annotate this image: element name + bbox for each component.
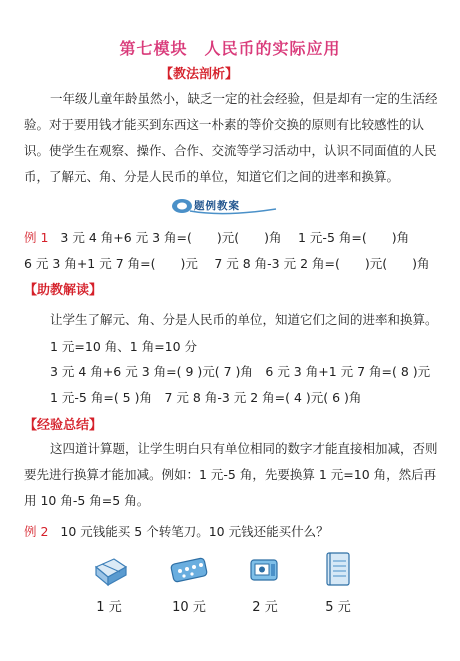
pencil-case-icon <box>170 557 210 589</box>
notebook-icon <box>323 551 353 591</box>
section-heading-experience-summary: 【经验总结】 <box>24 418 103 433</box>
pencil-sharpener-price: 2 元 <box>252 600 278 615</box>
example-1-text-1: 3 元 4 角+6 元 3 角=( )元( )角 1 元-5 角=( )角 <box>60 230 410 245</box>
example-1-line-1 <box>24 228 409 246</box>
eraser-price: 1 元 <box>96 600 122 615</box>
page-title: 第七模块 人民币的实际应用 <box>119 39 341 58</box>
section-heading-assistant-reading: 【助教解读】 <box>24 283 103 298</box>
example-banner <box>164 197 282 215</box>
teaching-analysis-paragraph: 一年级儿童年龄虽然小，缺乏一定的社会经验，但是却有一定的生活经验。对于要用钱才能买到东西这一朴素的等价交换的原则有比较感性的认识。使学生在观察、操作、合作、交流等学习活动中，认识不同面值的人民币，了解元、角、分是人民币的单位，知道它们之间的进率和换算。 <box>24 91 438 184</box>
answer-line-2: 1 元-5 角=( 5 )角 7 元 8 角-3 元 2 角=( 4 )元( 6 )角 <box>50 390 362 405</box>
notebook-price: 5 元 <box>325 600 351 615</box>
example-1-line-2: 6 元 3 角+1 元 7 角=( )元 7 元 8 角-3 元 2 角=( )元( )角 <box>24 256 430 271</box>
section-heading-teaching-analysis: 【教法剖析】 <box>160 67 239 82</box>
banner-label: 题例教案 <box>194 200 240 212</box>
assistant-intro: 让学生了解元、角、分是人民币的单位，知道它们之间的进率和换算。 <box>50 312 438 327</box>
pencil-sharpener-icon <box>248 555 282 589</box>
unit-conversion-line: 1 元=10 角、1 角=10 分 <box>50 339 198 354</box>
experience-summary-paragraph: 这四道计算题，让学生明白只有单位相同的数字才能直接相加减，否则要先进行换算才能加减。例如：1 元-5 角，先要换算 1 元=10 角，然后再用 10 角-5 角=5 角。 <box>24 441 438 508</box>
example-2-line <box>24 522 329 540</box>
example-2-label: 例 2 <box>24 524 49 539</box>
eraser-icon <box>92 553 128 591</box>
example-1-label: 例 1 <box>24 230 49 245</box>
example-2-question: 10 元钱能买 5 个转笔刀。10 元钱还能买什么？ <box>60 524 329 539</box>
answer-line-1: 3 元 4 角+6 元 3 角=( 9 )元( 7 )角 6 元 3 角+1 元 7 角=( 8 )元 <box>50 364 431 379</box>
pencil-case-price: 10 元 <box>172 600 206 615</box>
